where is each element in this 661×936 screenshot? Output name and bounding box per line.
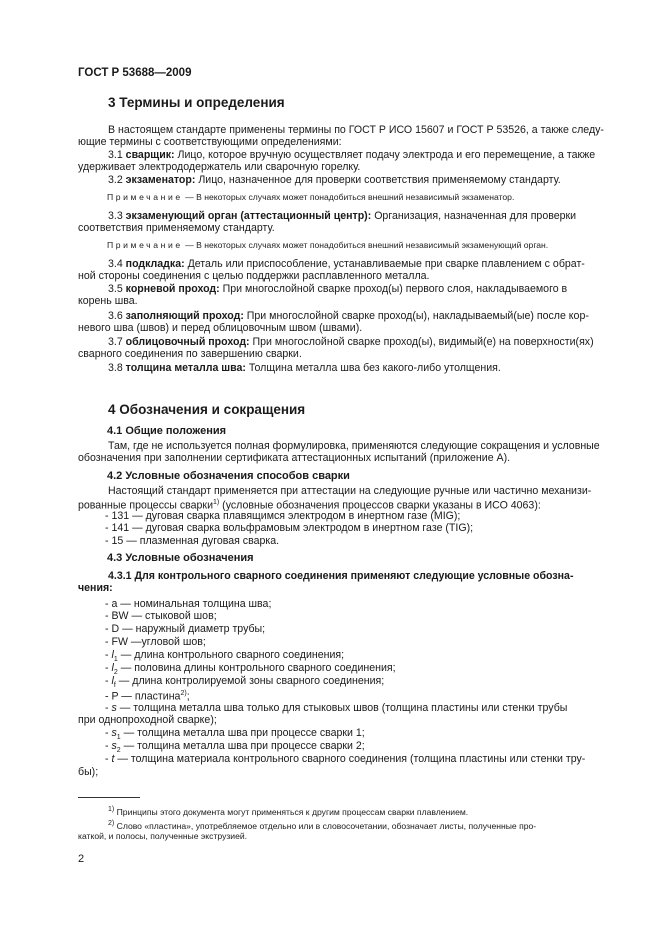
term-number: 3.1 <box>108 149 126 161</box>
term-definition: Лицо, назначенное для проверки соответствия применяемому стандарту. <box>195 174 561 186</box>
symbol-desc: — толщина металла шва только для стыковых швов (толщина пластины или стенки трубы <box>116 702 568 714</box>
term-definition: При многослойной сварке проход(ы), видимый(е) на поверхности(ях) <box>249 336 594 348</box>
term-3-4-cont: ной стороны соединения с целью поддержки расплавленного металла. <box>78 270 430 282</box>
symbol-desc: — толщина металла шва при процессе сварки 2; <box>120 740 365 752</box>
term-3-8 <box>108 362 644 374</box>
section-4-heading: 4 Обозначения и сокращения <box>108 402 306 417</box>
process-item: - 15 — плазменная дуговая сварка. <box>105 535 280 547</box>
subsection-4-2-heading: 4.2 Условные обозначения способов сварки <box>107 470 350 482</box>
term-name: облицовочный проход: <box>125 336 250 348</box>
symbol-item: - a — номинальная толщина шва; <box>105 598 272 610</box>
term-definition: Лицо, которое вручную осуществляет подачу электрода и его перемещение, а также <box>174 149 596 161</box>
symbol-desc: — толщина металла шва при процессе сварки 1; <box>120 727 365 739</box>
list-dash: - <box>105 662 112 674</box>
s431-line-1: 4.3.1 Для контрольного сварного соединения применяют следующие условные обозна- <box>108 570 574 582</box>
symbol-item: - FW —угловой шов; <box>105 636 206 648</box>
term-3-6-cont: невого шва (швов) и перед облицовочным швом (швами). <box>78 322 363 334</box>
s41-line-2: обозначения при заполнении сертификата аттестационных испытаний (приложение А). <box>78 452 511 464</box>
section-3-heading: 3 Термины и определения <box>108 95 285 110</box>
s3-intro-line-1: В настоящем стандарте применены термины по ГОСТ Р ИСО 15607 и ГОСТ Р 53526, а также следу- <box>108 124 604 136</box>
s42-text-cont: (условные обозначения процессов сварки указаны в ИСО 4063): <box>219 499 541 512</box>
term-definition: Толщина металла шва без какого-либо утолщения. <box>245 362 501 374</box>
symbol-end: ; <box>186 690 190 703</box>
subsection-4-3-heading: 4.3 Условные обозначения <box>107 552 254 564</box>
s431-line-2: чения: <box>78 582 113 594</box>
term-3-5 <box>108 283 644 295</box>
symbol-desc: — длина контрольного сварного соединения; <box>117 649 345 661</box>
term-number: 3.4 <box>108 258 126 270</box>
symbol-desc: — толщина материала контрольного сварного соединения (толщина пластины или стенки тру- <box>114 753 586 765</box>
term-number: 3.3 <box>108 210 126 222</box>
symbol-var: l <box>111 662 114 674</box>
note-label: Примечание <box>107 240 183 250</box>
symbol-item <box>105 753 641 765</box>
footnote-ref-1: 1) <box>213 499 220 506</box>
term-number: 3.6 <box>108 310 126 322</box>
footnote-separator <box>78 797 140 798</box>
note-text: — В некоторых случаях может понадобиться внешний независимый экзаменующий орган. <box>182 240 549 250</box>
s42-text: рованные процессы сварки <box>78 499 213 512</box>
term-3-7 <box>108 336 644 348</box>
term-3-1 <box>108 149 644 161</box>
footnote-mark: 2) <box>108 820 115 827</box>
footnote-text: Слово «пластина», употребляемое отдельно или в словосочетании, обозначает листы, полученные про- <box>114 820 537 831</box>
list-dash: - <box>105 740 112 752</box>
note-2 <box>107 240 548 250</box>
term-name: заполняющий проход: <box>125 310 244 322</box>
subsection-4-1-heading: 4.1 Общие положения <box>107 425 227 437</box>
term-3-1-cont: удерживает электрододержатель или сварочную горелку. <box>78 161 361 173</box>
term-name: экзаменующий орган (аттестационный центр): <box>125 210 372 222</box>
term-definition: При многослойной сварке проход(ы), накладываемый(ые) после кор- <box>243 310 589 322</box>
symbol-index: 1 <box>116 734 121 742</box>
symbol-var: l <box>111 675 114 687</box>
term-name: корневой проход: <box>125 283 220 295</box>
symbol-item-cont: бы); <box>78 766 99 778</box>
process-item: - 141 — дуговая сварка вольфрамовым электродом в инертном газе (TIG); <box>105 522 474 534</box>
term-definition: Организация, назначенная для проверки <box>371 210 577 222</box>
page-number: 2 <box>78 853 85 865</box>
symbol-item-cont: при однопроходной сварке); <box>78 714 217 726</box>
s42-line-1: Настоящий стандарт применяется при аттестации на следующие ручные или частично механизи- <box>108 485 592 497</box>
list-dash: - <box>105 649 112 661</box>
term-definition: При многослойной сварке проход(ы) первого слоя, накладываемого в <box>219 283 568 295</box>
symbol-index: f <box>113 682 116 690</box>
term-definition: Деталь или приспособление, устанавливаемые при сварке плавлением с обрат- <box>184 258 585 270</box>
footnote-text: Принципы этого документа могут применяться к другим процессам сварки плавлением. <box>114 806 469 817</box>
term-3-4 <box>108 258 644 270</box>
term-name: сварщик: <box>125 149 175 161</box>
standard-header: ГОСТ Р 53688—2009 <box>78 67 192 79</box>
symbol-index: 2 <box>113 669 118 677</box>
term-3-7-cont: сварного соединения по завершению сварки. <box>78 348 302 360</box>
s41-line-1: Там, где не используется полная формулировка, применяются следующие сокращения и условные <box>108 440 600 452</box>
footnote-ref-2: 2) <box>180 690 187 697</box>
list-dash: - <box>105 702 112 714</box>
term-3-3 <box>108 210 644 222</box>
note-text: — В некоторых случаях может понадобиться внешний независимый экзаменатор. <box>182 192 515 202</box>
symbol-index: 1 <box>113 656 118 664</box>
note-label: Примечание <box>107 192 183 202</box>
term-number: 3.8 <box>108 362 126 374</box>
note-1 <box>107 192 514 202</box>
term-3-3-cont: соответствия применяемому стандарту. <box>78 222 275 234</box>
symbol-var: s <box>111 727 117 739</box>
term-number: 3.5 <box>108 283 126 295</box>
symbol-var: t <box>111 753 115 765</box>
term-name: толщина металла шва: <box>125 362 246 374</box>
term-3-5-cont: корень шва. <box>78 295 138 307</box>
footnote-mark: 1) <box>108 806 115 813</box>
term-name: подкладка: <box>125 258 185 270</box>
symbol-var: s <box>111 702 117 714</box>
list-dash: - <box>105 675 112 687</box>
term-number: 3.2 <box>108 174 126 186</box>
s3-intro-line-2: ющие термины с соответствующими определениями: <box>78 136 342 148</box>
term-3-2 <box>108 174 644 186</box>
symbol-var: s <box>111 740 117 752</box>
symbol-item: - BW — стыковой шов; <box>105 610 217 622</box>
list-dash: - <box>105 727 112 739</box>
symbol-item <box>105 702 641 714</box>
term-name: экзаменатор: <box>125 174 196 186</box>
term-3-6 <box>108 310 644 322</box>
term-number: 3.7 <box>108 336 126 348</box>
symbol-desc: — длина контролируемой зоны сварного соединения; <box>115 675 385 687</box>
symbol-item: - D — наружный диаметр трубы; <box>105 623 266 635</box>
symbol-desc: — половина длины контрольного сварного соединения; <box>117 662 396 674</box>
footnote-2-cont: каткой, и полосы, полученные экструзией. <box>78 831 248 841</box>
list-dash: - <box>105 753 112 765</box>
symbol-index: 2 <box>116 747 121 755</box>
symbol-desc: - P — пластина <box>105 690 181 703</box>
symbol-item <box>105 688 641 703</box>
process-item: - 131 — дуговая сварка плавящимся электродом в инертном газе (MIG); <box>105 510 461 522</box>
symbol-var: l <box>111 649 114 661</box>
